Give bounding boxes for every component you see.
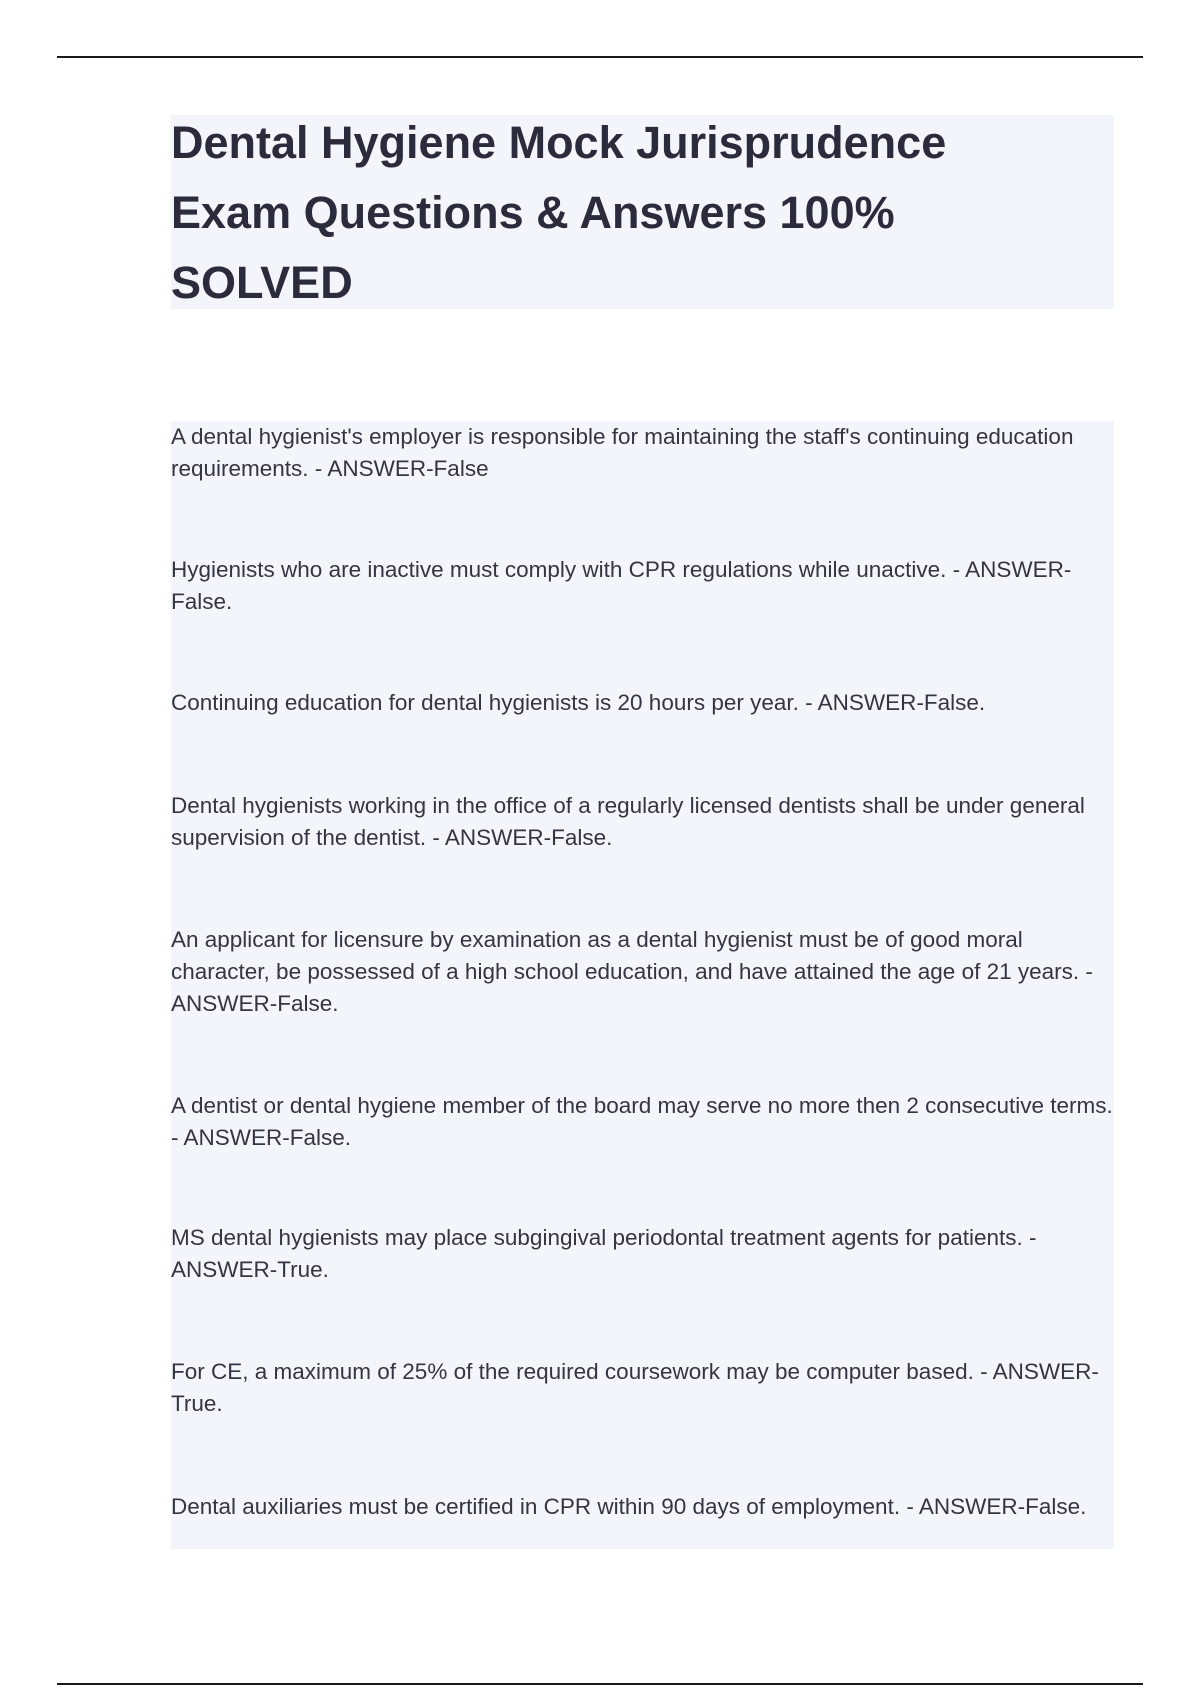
qa-item-9: Dental auxiliaries must be certified in CPR within 90 days of employment. - ANSWER-False. xyxy=(171,1494,1087,1519)
qa-item-8: For CE, a maximum of 25% of the required coursework may be computer based. - ANSWER-True. xyxy=(171,1359,1099,1416)
qa-item-2: Hygienists who are inactive must comply with CPR regulations while unactive. - ANSWER-False. xyxy=(171,557,1072,614)
qa-item-5: An applicant for licensure by examination as a dental hygienist must be of good moral character, be possessed of a high school education, and have attained the age of 21 years. - ANSWER-False. xyxy=(171,927,1093,1016)
qa-item-7: MS dental hygienists may place subgingival periodontal treatment agents for patients. - ANSWER-True. xyxy=(171,1225,1037,1282)
qa-item-3: Continuing education for dental hygienists is 20 hours per year. - ANSWER-False. xyxy=(171,690,986,715)
document-title: Dental Hygiene Mock Jurisprudence Exam Questions & Answers 100% SOLVED xyxy=(171,117,947,308)
title-block xyxy=(171,115,1114,309)
header-rule xyxy=(57,56,1143,58)
qa-item-4: Dental hygienists working in the office of a regularly licensed dentists shall be under general supervision of the dentist. - ANSWER-False. xyxy=(171,793,1085,850)
qa-item-6: A dentist or dental hygiene member of the board may serve no more then 2 consecutive terms. - ANSWER-False. xyxy=(171,1093,1113,1150)
qa-item-1: A dental hygienist's employer is responsible for maintaining the staff's continuing education requirements. - ANSWER-False xyxy=(171,424,1074,481)
qa-list xyxy=(171,421,1114,1549)
footer-rule xyxy=(57,1683,1143,1685)
